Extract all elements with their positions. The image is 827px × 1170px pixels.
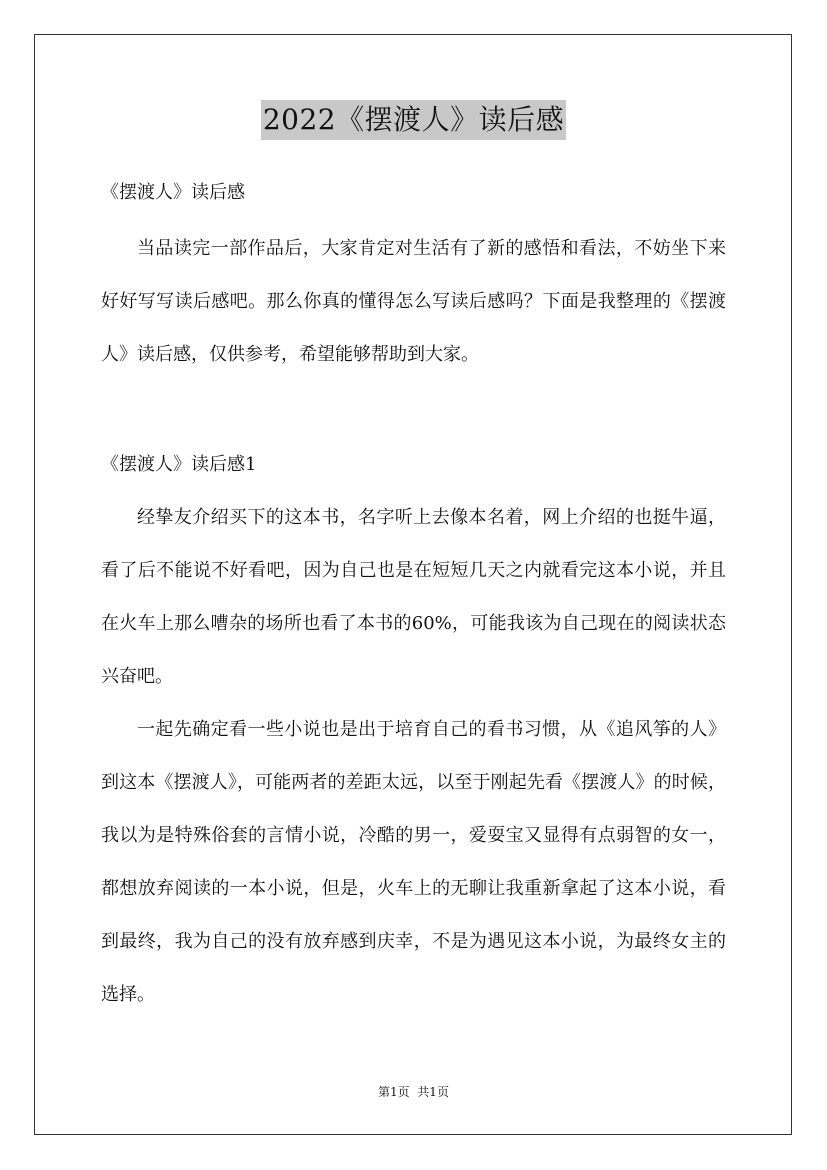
intro-heading: 《摆渡人》读后感 — [101, 182, 245, 203]
intro-block — [101, 222, 726, 381]
title-container — [0, 100, 827, 140]
body-paragraph: 一起先确定看一些小说也是出于培育自己的看书习惯，从《追风筝的人》到这本《摆渡人》，可能两者的差距太远，以至于刚起先看《摆渡人》的时候，我以为是特殊俗套的言情小说，冷酷的男一，爱耍宝又显得有点弱智的女一，都想放弃阅读的一本小说，但是，火车上的无聊让我重新拿起了这本小说，看到最终，我为自己的没有放弃感到庆幸，不是为遇见这本小说，为最终女主的选择。 — [101, 719, 726, 1005]
body-paragraph: 经挚友介绍买下的这本书，名字听上去像本名着，网上介绍的也挺牛逼，看了后不能说不好看吧，因为自己也是在短短几天之内就看完这本小说，并且在火车上那么嘈杂的场所也看了本书的60%，可能我该为自己现在的阅读状态兴奋吧。 — [101, 507, 726, 687]
intro-paragraph: 当品读完一部作品后，大家肯定对生活有了新的感悟和看法，不妨坐下来好好写写读后感吧。那么你真的懂得怎么写读后感吗？下面是我整理的《摆渡人》读后感，仅供参考，希望能够帮助到大家。 — [101, 238, 726, 365]
section1-body — [101, 491, 726, 1021]
page-footer: 第1页 共1页 — [378, 1085, 449, 1099]
document-title: 2022《摆渡人》读后感 — [261, 100, 566, 140]
section1-heading: 《摆渡人》读后感1 — [101, 454, 257, 475]
